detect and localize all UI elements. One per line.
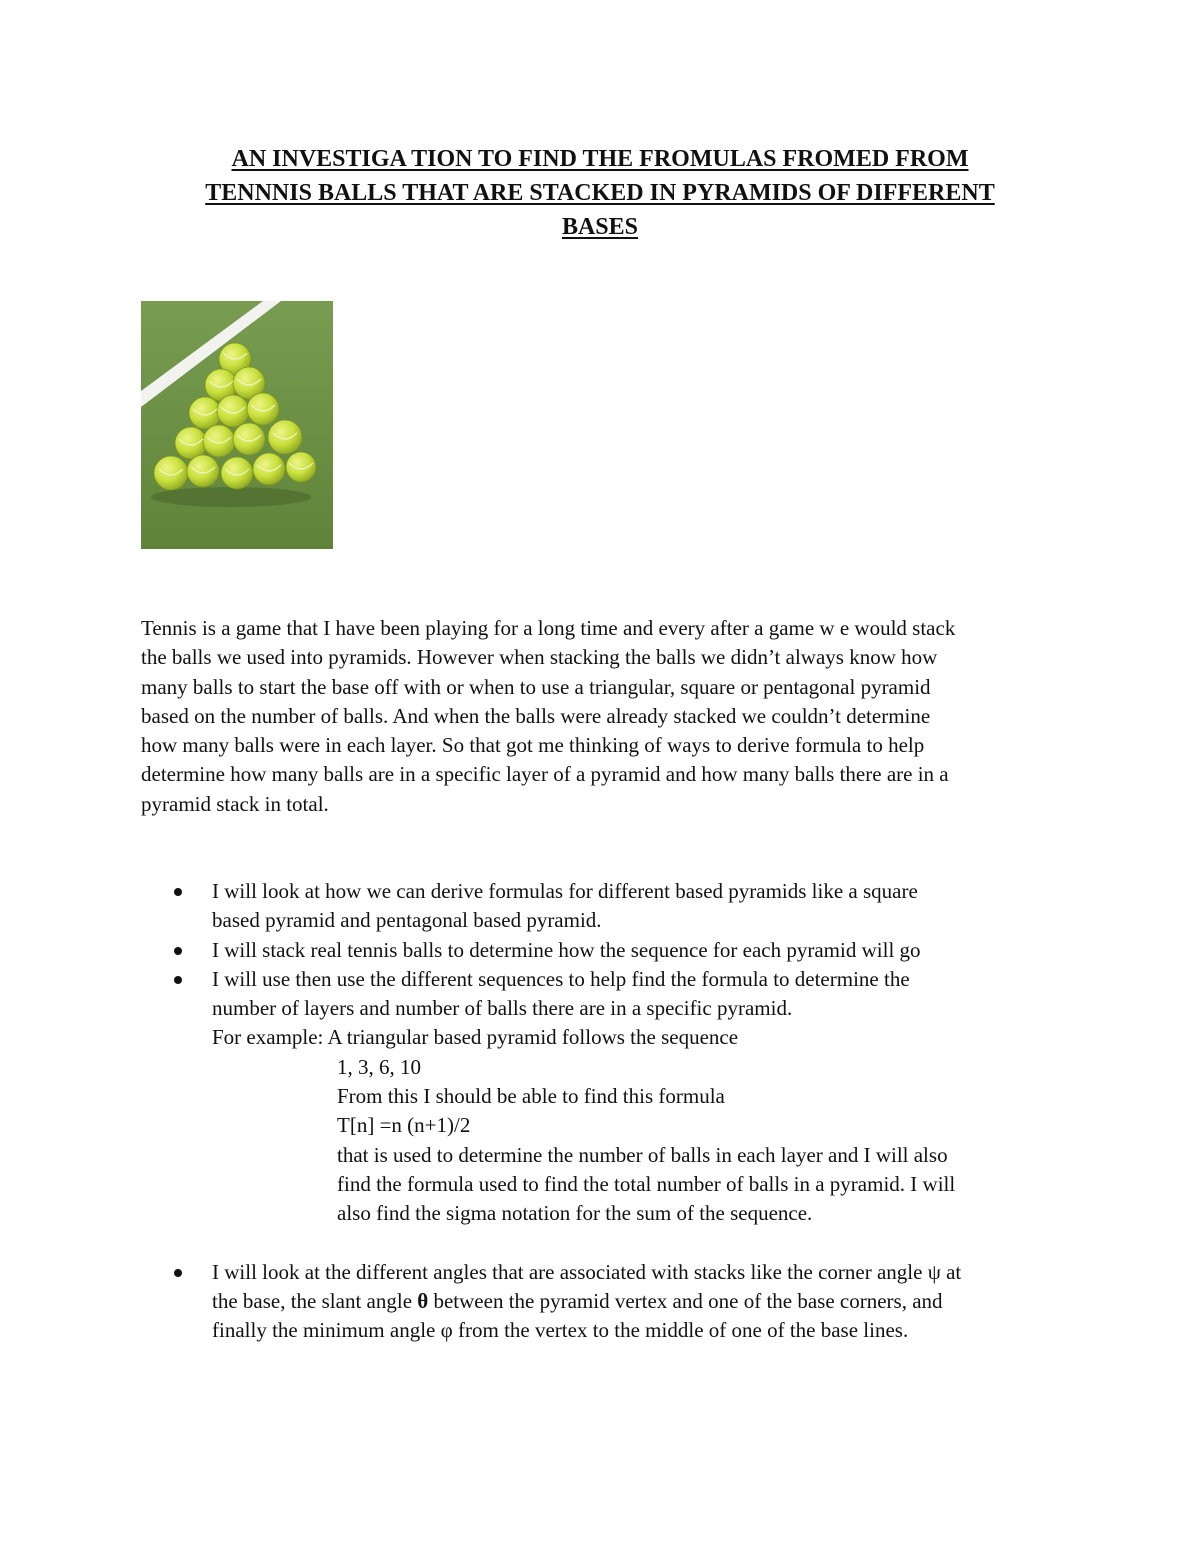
intro-line: pyramid stack in total.	[141, 791, 329, 816]
psi-symbol: ψ	[927, 1259, 941, 1284]
bullet-item-stack-balls	[141, 936, 1081, 965]
angle-text: finally the minimum angle	[212, 1318, 441, 1343]
title-line-3: BASES	[561, 214, 639, 240]
bullet-dot-icon	[174, 976, 182, 984]
bullet-line: that is used to determine the number of balls in each layer and I will also	[337, 1142, 948, 1167]
phi-symbol: φ	[440, 1318, 453, 1343]
bullet-line: find the formula used to find the total number of balls in a pyramid. I will	[337, 1171, 956, 1196]
example-sequence: 1, 3, 6, 10	[337, 1054, 421, 1079]
bullet-line	[212, 1287, 1081, 1316]
bullet-item-sequences	[141, 965, 1081, 1229]
bullet-line: number of layers and number of balls there are in a specific pyramid.	[212, 996, 793, 1021]
bullet-line	[212, 1316, 1081, 1345]
title-line-1: AN INVESTIGA TION TO FIND THE FROMULAS FROMED FROM	[231, 146, 969, 172]
angle-text: between the pyramid vertex and one of the base corners, and	[428, 1288, 943, 1313]
bullet-dot-icon	[174, 947, 182, 955]
bullet-line: I will look at how we can derive formulas for different based pyramids like a square	[212, 879, 918, 903]
intro-line: how many balls were in each layer. So that got me thinking of ways to derive formula to help	[141, 733, 925, 758]
angle-text: the base, the slant angle	[212, 1288, 418, 1313]
intro-line: many balls to start the base off with or when to use a triangular, square or pentagonal pyramid	[141, 674, 931, 699]
bullet-line: From this I should be able to find this formula	[337, 1084, 725, 1109]
intro-line: the balls we used into pyramids. However when stacking the balls we didn’t always know how	[141, 645, 938, 670]
bullet-dot-icon	[174, 1269, 182, 1277]
example-formula: T[n] =n (n+1)/2	[337, 1113, 471, 1138]
bullet-line: also find the sigma notation for the sum of the sequence.	[337, 1201, 813, 1226]
angle-text: I will look at the different angles that are associated with stacks like the corner angle	[212, 1259, 928, 1284]
title-line-2: TENNNIS BALLS THAT ARE STACKED IN PYRAMIDS OF DIFFERENT	[205, 180, 995, 206]
document-title	[120, 142, 1080, 244]
plan-bullet-list	[141, 877, 1081, 1345]
tennis-ball-pyramid-photo	[141, 301, 333, 549]
bullet-line	[212, 1258, 1081, 1287]
bullet-dot-icon	[174, 888, 182, 896]
intro-line: based on the number of balls. And when the balls were already stacked we couldn’t determine	[141, 703, 931, 728]
intro-paragraph	[141, 614, 1061, 819]
angle-text: at	[940, 1259, 962, 1284]
bullet-item-angles	[141, 1258, 1081, 1346]
bullet-line: For example: A triangular based pyramid follows the sequence	[212, 1025, 739, 1050]
bullet-line: I will use then use the different sequences to help find the formula to determine the	[212, 966, 910, 991]
intro-line: determine how many balls are in a specific layer of a pyramid and how many balls there are in a	[141, 762, 949, 787]
bullet-item-derive-formulas	[141, 877, 1081, 936]
angle-text: from the vertex to the middle of one of the base lines.	[452, 1318, 909, 1343]
bullet-line: based pyramid and pentagonal based pyramid.	[212, 908, 602, 933]
theta-symbol: θ	[417, 1288, 429, 1313]
bullet-line: I will stack real tennis balls to determine how the sequence for each pyramid will go	[212, 937, 921, 962]
intro-line: Tennis is a game that I have been playing for a long time and every after a game w e would stack	[141, 616, 956, 640]
